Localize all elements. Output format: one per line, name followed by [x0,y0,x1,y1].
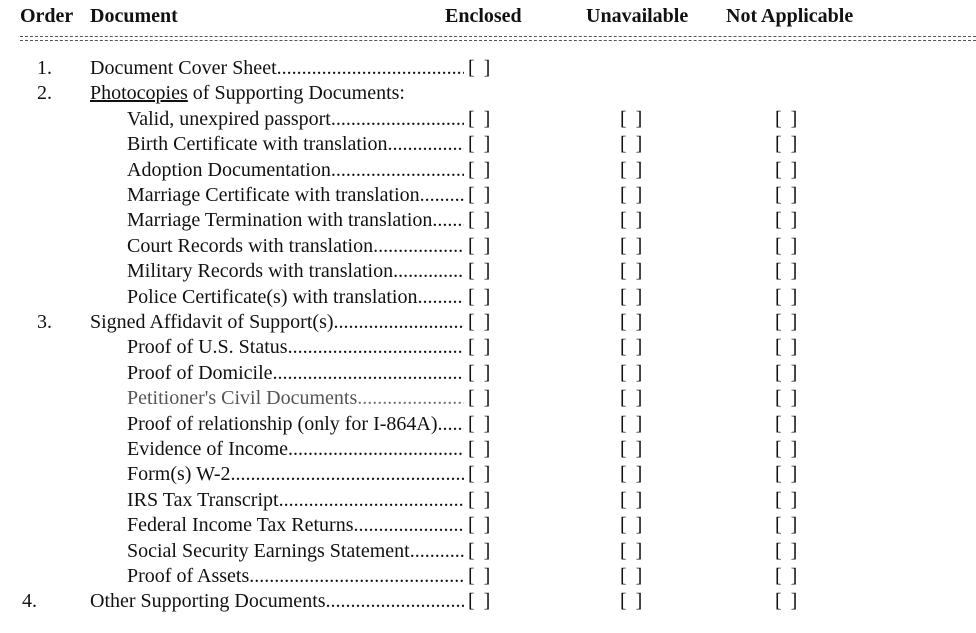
checkbox-not-applicable[interactable]: [ ] [775,590,800,613]
checklist-row [0,539,976,564]
label-text: Military Records with translation [127,260,394,283]
checkbox-not-applicable[interactable]: [ ] [775,285,800,308]
checkbox-not-applicable[interactable]: [ ] [775,438,800,460]
checklist-row [0,412,976,437]
document-label [127,132,464,157]
label-text: Proof of Assets [127,565,250,587]
checkbox-enclosed[interactable]: [ ] [468,514,493,537]
checkbox-enclosed[interactable]: [ ] [468,133,493,156]
column-header-order: Order [20,5,74,27]
checklist-row [0,564,976,589]
document-label [127,107,464,132]
checkbox-unavailable[interactable]: [ ] [620,107,645,130]
document-label [127,539,464,564]
column-header-document: Document [90,5,178,27]
checklist-row [0,386,976,411]
order-number: 3. [37,311,52,333]
document-label [127,285,464,310]
checkbox-unavailable[interactable]: [ ] [620,311,645,333]
checkbox-enclosed[interactable]: [ ] [468,387,493,410]
checkbox-not-applicable[interactable]: [ ] [775,133,800,156]
document-label [127,361,464,386]
checkbox-enclosed[interactable]: [ ] [468,488,493,511]
checkbox-unavailable[interactable]: [ ] [620,133,645,156]
order-number: 1. [37,57,52,79]
checkbox-unavailable[interactable]: [ ] [620,234,645,257]
checklist-row [0,259,976,284]
checklist-row [0,107,976,132]
checkbox-enclosed[interactable]: [ ] [468,184,493,206]
document-label [127,335,464,360]
checkbox-enclosed[interactable]: [ ] [468,158,493,181]
document-label [127,488,464,513]
checkbox-unavailable[interactable]: [ ] [620,488,645,511]
checkbox-unavailable[interactable]: [ ] [620,285,645,308]
document-label [127,462,464,487]
checkbox-not-applicable[interactable]: [ ] [775,158,800,181]
checkbox-enclosed[interactable]: [ ] [468,57,493,79]
checkbox-not-applicable[interactable]: [ ] [775,565,800,587]
checkbox-enclosed[interactable]: [ ] [468,336,493,359]
checklist-row [0,234,976,259]
checkbox-unavailable[interactable]: [ ] [620,514,645,537]
checkbox-unavailable[interactable]: [ ] [620,565,645,587]
checkbox-enclosed[interactable]: [ ] [468,234,493,257]
checkbox-not-applicable[interactable]: [ ] [775,107,800,130]
label-text: Proof of U.S. Status [127,336,288,359]
checklist-row [0,437,976,462]
order-number: 2. [37,82,52,105]
document-label [127,386,464,411]
checklist-row [0,335,976,360]
label-text: Court Records with translation [127,234,374,257]
checkbox-not-applicable[interactable]: [ ] [775,311,800,333]
checkbox-unavailable[interactable]: [ ] [620,539,645,562]
document-label [90,56,464,81]
checkbox-not-applicable[interactable]: [ ] [775,488,800,511]
checkbox-unavailable[interactable]: [ ] [620,412,645,435]
document-label [127,412,464,437]
label-text: Police Certificate(s) with translation [127,285,418,308]
checkbox-unavailable[interactable]: [ ] [620,184,645,206]
label-text: Adoption Documentation [127,158,331,181]
checkbox-not-applicable[interactable]: [ ] [775,234,800,257]
checkbox-enclosed[interactable]: [ ] [468,463,493,486]
checklist-row [0,488,976,513]
label-text: Marriage Termination with translation [127,209,433,232]
label-text: Birth Certificate with translation [127,133,388,156]
document-label [127,183,464,208]
document-label [127,513,464,538]
checkbox-unavailable[interactable]: [ ] [620,336,645,359]
document-label [127,208,464,233]
document-label [127,564,464,589]
checkbox-not-applicable[interactable]: [ ] [775,463,800,486]
document-label [127,259,464,284]
document-label [90,81,405,106]
label-text: Proof of relationship (only for I-864A) [127,412,438,435]
checkbox-unavailable[interactable]: [ ] [620,590,645,613]
checkbox-enclosed[interactable]: [ ] [468,209,493,232]
label-text: Proof of Domicile [127,361,273,384]
label-text: Petitioner's Civil Documents [127,387,358,410]
checkbox-not-applicable[interactable]: [ ] [775,514,800,537]
label-text: Document Cover Sheet [90,57,277,79]
order-number: 4. [22,590,37,613]
checkbox-not-applicable[interactable]: [ ] [775,539,800,562]
checkbox-enclosed[interactable]: [ ] [468,260,493,283]
column-header-not-applicable: Not Applicable [726,5,854,27]
checklist-row [0,285,976,310]
checklist-row [0,132,976,157]
label-text: Social Security Earnings Statement [127,539,410,562]
checkbox-not-applicable[interactable]: [ ] [775,336,800,359]
checklist-row [0,208,976,233]
label-text: Signed Affidavit of Support(s) [90,311,334,333]
label-text: Evidence of Income [127,438,289,460]
checkbox-enclosed[interactable]: [ ] [468,361,493,384]
checklist-row [0,158,976,183]
label-text: Valid, unexpired passport [127,107,331,130]
label-text: Federal Income Tax Returns [127,514,354,537]
checkbox-enclosed[interactable]: [ ] [468,539,493,562]
checkbox-not-applicable[interactable]: [ ] [775,361,800,384]
checkbox-not-applicable[interactable]: [ ] [775,209,800,232]
checkbox-unavailable[interactable]: [ ] [620,387,645,410]
checklist-row [0,513,976,538]
checkbox-not-applicable[interactable]: [ ] [775,387,800,410]
checkbox-unavailable[interactable]: [ ] [620,361,645,384]
label-rest: of Supporting Documents: [187,82,405,105]
checkbox-enclosed[interactable]: [ ] [468,438,493,460]
label-text: Other Supporting Documents [90,590,326,613]
label-text: Form(s) W-2 [127,463,231,486]
header-divider [20,35,976,43]
checkbox-not-applicable[interactable]: [ ] [775,260,800,283]
checkbox-unavailable[interactable]: [ ] [620,158,645,181]
checklist-row [0,183,976,208]
underlined-word: Photocopies [90,82,188,105]
checkbox-unavailable[interactable]: [ ] [620,260,645,283]
checklist-row [0,361,976,386]
checkbox-enclosed[interactable]: [ ] [468,412,493,435]
document-label [127,234,464,259]
document-label [90,589,464,614]
checklist-row [0,81,976,106]
checkbox-enclosed[interactable]: [ ] [468,565,493,587]
checklist-row [0,462,976,487]
checklist-row [0,310,976,335]
checklist-row [0,589,976,614]
label-text: Marriage Certificate with translation [127,184,420,206]
label-text: IRS Tax Transcript [127,488,279,511]
checkbox-not-applicable[interactable]: [ ] [775,184,800,206]
checkbox-unavailable[interactable]: [ ] [620,463,645,486]
column-header-enclosed: Enclosed [445,5,522,27]
checkbox-enclosed[interactable]: [ ] [468,590,493,613]
document-label [127,158,464,183]
checkbox-unavailable[interactable]: [ ] [620,209,645,232]
checkbox-enclosed[interactable]: [ ] [468,107,493,130]
checkbox-enclosed[interactable]: [ ] [468,311,493,333]
checkbox-not-applicable[interactable]: [ ] [775,412,800,435]
document-label [90,310,464,335]
document-label [127,437,464,462]
checklist-row [0,56,976,81]
checkbox-unavailable[interactable]: [ ] [620,438,645,460]
checkbox-enclosed[interactable]: [ ] [468,285,493,308]
column-header-unavailable: Unavailable [586,5,689,27]
